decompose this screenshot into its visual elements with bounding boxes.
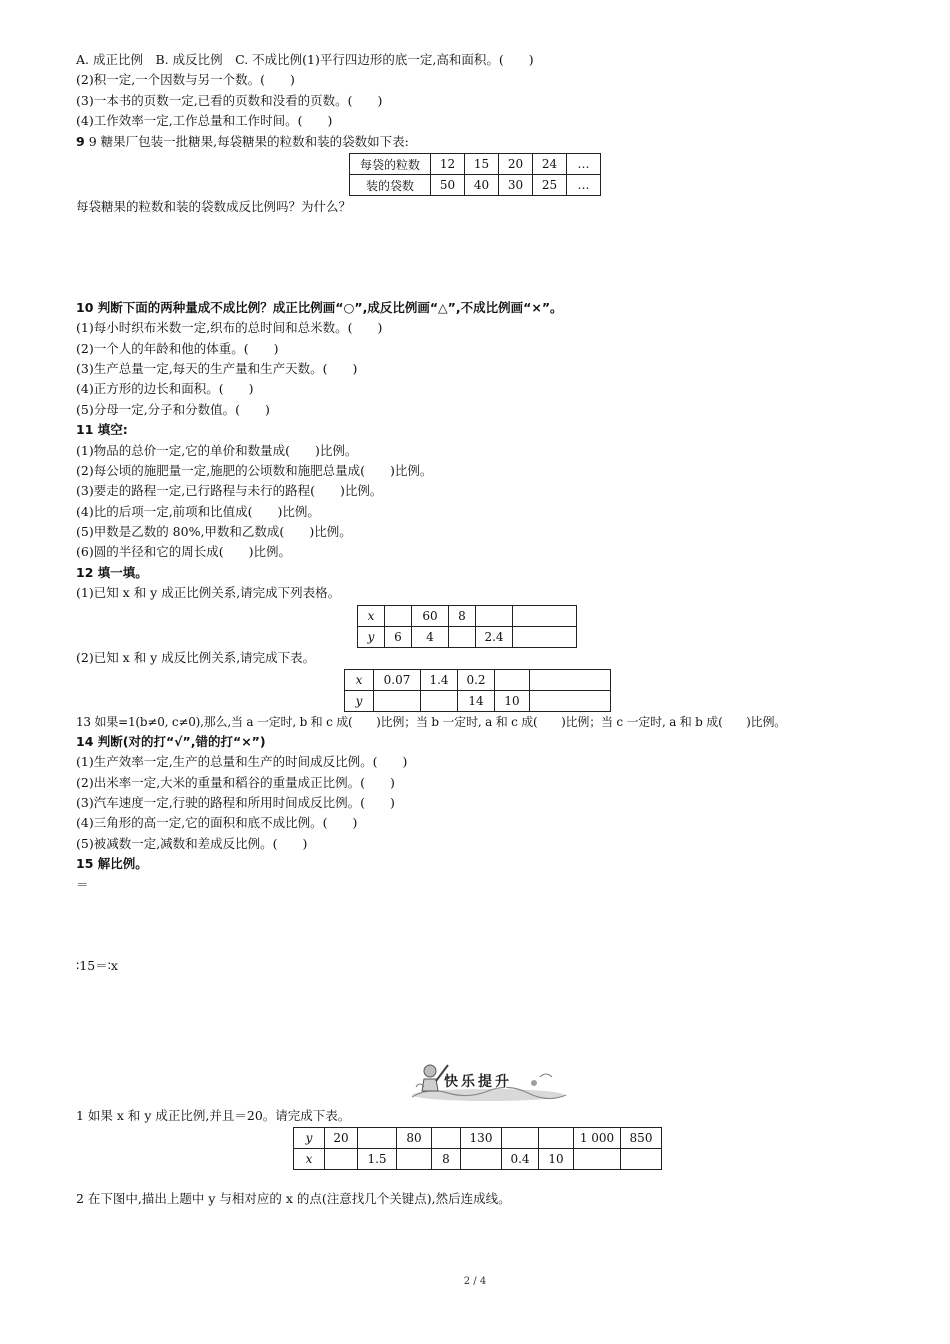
question-14-item: (2)出米率一定,大米的重量和稻谷的重量成正比例。( ) [76,775,395,790]
question-12-part-1: (1)已知 x 和 y 成正比例关系,请完成下列表格。 [76,585,341,600]
question-13: 13 如果=1(b≠0, c≠0),那么,当 a 一定时, b 和 c 成( )比例；当 b 一定时, a 和 c 成( )比例；当 c 一定时, a 和 b 成( )比例。 [76,715,787,729]
table-row: 装的袋数 50 40 30 25 … [350,175,601,196]
question-11-item: (3)要走的路程一定,已行路程与未行的路程( )比例。 [76,483,383,498]
question-11-item: (5)甲数是乙数的 80%,甲数和乙数成( )比例。 [76,524,352,539]
question-12: 12 填一填。 [76,565,148,580]
question-14-item: (4)三角形的高一定,它的面积和底不成比例。( ) [76,815,358,830]
banner-title: 快乐提升 [444,1074,512,1090]
question-10-item: (4)正方形的边长和面积。( ) [76,381,254,396]
question-11: 11 填空: [76,422,128,437]
section-banner [408,1057,568,1103]
question-8-line-2: (2)积一定,一个因数与另一个数。( ) [76,72,295,87]
table-row: y 20 80 130 1 000 850 [294,1128,662,1149]
question-9: 9 9 糖果厂包装一批糖果,每袋糖果的粒数和装的袋数如下表: [76,134,409,149]
question-11-item: (2)每公顷的施肥量一定,施肥的公顷数和施肥总量成( )比例。 [76,463,433,478]
direct-proportion-table [357,605,577,648]
question-10-item: (2)一个人的年龄和他的体重。( ) [76,341,279,356]
question-10-item: (1)每小时织布米数一定,织布的总时间和总米数。( ) [76,320,383,335]
table-row: x 0.07 1.4 0.2 [345,670,611,691]
candy-table [349,153,601,196]
question-14-item: (1)生产效率一定,生产的总量和生产的时间成反比例。( ) [76,754,408,769]
question-14-item: (3)汽车速度一定,行驶的路程和所用时间成反比例。( ) [76,795,395,810]
question-10-item: (3)生产总量一定,每天的生产量和生产天数。( ) [76,361,358,376]
question-10: 10 判断下面的两种量成不成比例？成正比例画“○”,成反比例画“△”,不成比例画“×”。 [76,300,563,315]
equation-b: ∶15＝∶x [76,958,118,973]
inverse-proportion-table [344,669,611,712]
question-8-line-4: (4)工作效率一定,工作总量和工作时间。( ) [76,113,333,128]
question-11-item: (4)比的后项一定,前项和比值成( )比例。 [76,504,320,519]
question-9-ask: 每袋糖果的粒数和装的袋数成反比例吗？为什么？ [76,199,352,214]
question-14: 14 判断(对的打“√”,错的打“×”) [76,734,266,749]
equation-a: ＝ [76,877,89,892]
proportion-fill-table [293,1127,662,1170]
extra-question-2: 2 在下图中,描出上题中 y 与相对应的 x 的点(注意找几个关键点),然后连成线。 [76,1191,511,1206]
question-14-item: (5)被减数一定,减数和差成反比例。( ) [76,836,308,851]
table-row: x 1.5 8 0.4 10 [294,1149,662,1170]
question-12-part-2: (2)已知 x 和 y 成反比例关系,请完成下表。 [76,650,316,665]
question-15: 15 解比例。 [76,856,148,871]
question-8-line-3: (3)一本书的页数一定,已看的页数和没看的页数。( ) [76,93,383,108]
question-11-item: (6)圆的半径和它的周长成( )比例。 [76,544,291,559]
table-row: y 14 10 [345,691,611,712]
question-8-line-1: A. 成正比例 B. 成反比例 C. 不成比例(1)平行四边形的底一定,高和面积。( ) [76,52,534,67]
question-10-item: (5)分母一定,分子和分数值。( ) [76,402,270,417]
table-row: 每袋的粒数 12 15 20 24 … [350,154,601,175]
question-11-item: (1)物品的总价一定,它的单价和数量成( )比例。 [76,443,358,458]
table-row: x 60 8 [358,606,577,627]
page-number: 2 / 4 [463,1276,487,1287]
table-row: y 6 4 2.4 [358,627,577,648]
extra-question-1: 1 如果 x 和 y 成正比例,并且＝20。请完成下表。 [76,1108,351,1123]
